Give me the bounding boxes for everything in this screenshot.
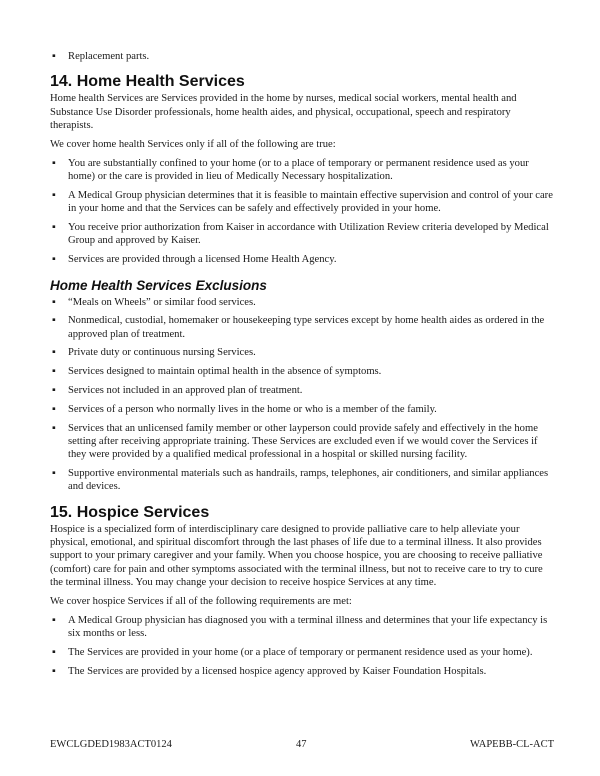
footer-doc-code: EWCLGDED1983ACT0124 bbox=[50, 739, 172, 750]
page-content bbox=[50, 50, 555, 678]
list-item-text: Supportive environmental materials such as handrails, ramps, telephones, air conditioners, and similar appliances and devices. bbox=[68, 468, 549, 493]
list-item-text: Replacement parts. bbox=[68, 51, 150, 62]
list-item bbox=[50, 614, 555, 641]
bullet-icon: ▪ bbox=[52, 385, 56, 397]
bullet-icon: ▪ bbox=[52, 51, 56, 62]
list-item bbox=[50, 221, 555, 248]
exclusions-heading: Home Health Services Exclusions bbox=[50, 277, 267, 293]
list-item-text: Services that an unlicensed family member or other layperson could provide safely and effectively in the home setting after receiving appropriate training. These Services are excluded even if we would cover the Services if they were provided by a qualified medical professional in a hospital or skilled nursing facility. bbox=[68, 422, 538, 461]
list-item bbox=[50, 314, 555, 341]
bullet-icon: ▪ bbox=[52, 315, 56, 327]
bullet-icon: ▪ bbox=[52, 468, 56, 480]
bullet-icon: ▪ bbox=[52, 157, 56, 169]
list-item-text: Services are provided through a licensed Home Health Agency. bbox=[68, 254, 337, 266]
list-item-text: A Medical Group physician has diagnosed you with a terminal illness and determines that your life expectancy is six months or less. bbox=[68, 614, 548, 640]
cover-lead: We cover home health Services only if all of the following are true: bbox=[50, 139, 336, 151]
footer-plan-code: WAPEBB-CL-ACT bbox=[470, 739, 554, 750]
section-intro: Hospice is a specialized form of interdisciplinary care designed to provide palliative care to help alleviate your physical, emotional, and spiritual discomfort through the last phases of life due to a terminal illness. It also provides support to your primary caregiver and your family. When you choose hospice, you are choosing to receive palliative (comfort) care for pain and other symptoms associated with the terminal illness, but not to receive care to try to cure the terminal illness. You may change your decision to receive hospice Services at any time. bbox=[50, 523, 543, 588]
list-item-text: The Services are provided by a licensed hospice agency approved by Kaiser Foundation Hospitals. bbox=[68, 665, 487, 677]
list-item-text: The Services are provided in your home (or a place of temporary or permanent residence used as your home). bbox=[68, 647, 533, 658]
section-heading-14: 14. Home Health Services bbox=[50, 73, 245, 91]
bullet-icon: ▪ bbox=[52, 647, 56, 658]
list-item-text: Nonmedical, custodial, homemaker or housekeeping type services except by home health aides as ordered in the approved plan of treatment. bbox=[68, 315, 545, 340]
list-item bbox=[50, 253, 555, 266]
bullet-icon: ▪ bbox=[52, 190, 56, 202]
list-item bbox=[50, 384, 555, 397]
list-item-text: A Medical Group physician determines that it is feasible to maintain effective supervision and control of your care in your home and that the Services can be safely and effectively provided in your home. bbox=[68, 190, 553, 215]
bullet-icon: ▪ bbox=[52, 403, 56, 415]
section-intro: Home health Services are Services provided in the home by nurses, medical social workers, mental health and Substance Use Disorder professionals, home health aides, and physical, occupational, speech and respiratory therapists. bbox=[50, 93, 517, 131]
list-item bbox=[50, 467, 555, 494]
list-item bbox=[50, 50, 555, 63]
bullet-icon: ▪ bbox=[52, 254, 56, 266]
list-item bbox=[50, 189, 555, 216]
list-item bbox=[50, 665, 555, 678]
cover-lead: We cover hospice Services if all of the following requirements are met: bbox=[50, 596, 352, 608]
list-item bbox=[50, 422, 555, 462]
list-item bbox=[50, 403, 555, 416]
bullet-icon: ▪ bbox=[52, 347, 56, 359]
list-item bbox=[50, 296, 555, 309]
bullet-icon: ▪ bbox=[52, 366, 56, 378]
bullet-icon: ▪ bbox=[52, 222, 56, 234]
list-item-text: Services designed to maintain optimal health in the absence of symptoms. bbox=[68, 366, 382, 378]
bullet-icon: ▪ bbox=[52, 422, 56, 434]
bullet-icon: ▪ bbox=[52, 296, 56, 308]
list-item-text: Services of a person who normally lives in the home or who is a member of the family. bbox=[68, 403, 437, 415]
list-item bbox=[50, 365, 555, 378]
bullet-icon: ▪ bbox=[52, 614, 56, 626]
list-item-text: You receive prior authorization from Kaiser in accordance with Utilization Review criteria developed by Medical Group and approved by Kaiser. bbox=[68, 222, 549, 247]
section-heading-15: 15. Hospice Services bbox=[50, 503, 210, 521]
bullet-icon: ▪ bbox=[52, 665, 56, 677]
footer-page-number: 47 bbox=[296, 739, 307, 750]
list-item-text: Services not included in an approved plan of treatment. bbox=[68, 385, 303, 397]
list-item bbox=[50, 346, 555, 359]
list-item-text: “Meals on Wheels” or similar food services. bbox=[68, 296, 256, 308]
list-item-text: You are substantially confined to your home (or to a place of temporary or permanent residence used as your home) or the care is provided in lieu of Medically Necessary hospitalization. bbox=[68, 157, 529, 183]
list-item bbox=[50, 157, 555, 184]
list-item bbox=[50, 646, 555, 659]
list-item-text: Private duty or continuous nursing Services. bbox=[68, 347, 256, 359]
